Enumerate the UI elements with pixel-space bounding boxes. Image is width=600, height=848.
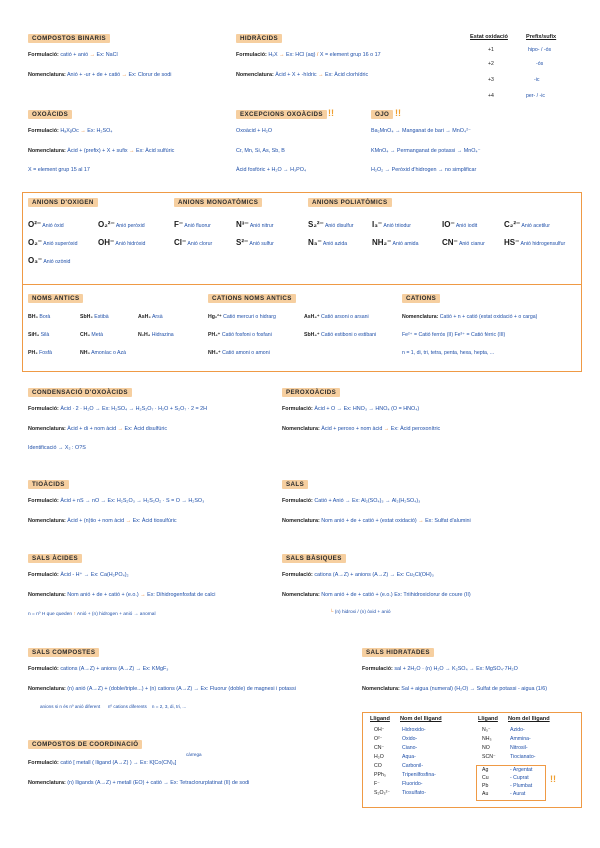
section-title: ANIONS MONOATÒMICS — [174, 198, 262, 207]
section-sals: SALS Formulació: Catió + Anió → Ex: Al₂(SO₄)₃ → Al₂(H₂SO₄)₃ Nomenclatura: Nom anió + de + catió + (estat oxidació) → Ex: Sulfat d'alumini — [282, 481, 471, 524]
section-peroxoacids: PEROXOÀCIDS Formulació: Àcid + O → Ex: HNO₃ → HNO₄ (O = HNO₄) Nomenclatura: Àcid + peroxo + nom àcid → Ex: Àcid peroxonítric — [282, 389, 441, 432]
note: X = element grup 15 al 17 — [28, 167, 90, 173]
section-noms-antics — [28, 294, 198, 370]
section-ojo: OJO !! Ba₂MnO₄ → Manganat de bari → MnO₄²⁻ KMnO₄ → Permanganat de potassi → MnO₄⁻ H₂O₂ → Peròxid d'hidrogen → no simplificar — [371, 108, 481, 173]
section-title: ANIONS POLIATÒMICS — [308, 198, 392, 207]
section-hidracids — [236, 34, 466, 84]
formula-line: Formulació: catió + anió → Ex: NaCl — [28, 52, 118, 58]
formula-item: BH₃ Borà — [28, 314, 51, 320]
ion-item: O₂⁻ Anió superòxid — [28, 238, 78, 247]
cation-item: NH₄⁺ Catió amoni o amoni — [208, 350, 270, 356]
section-cations: CATIONS Nomenclatura: Catió + n + catió (estat oxidació + o carga) Fe²⁺ = Catió ferrós (II) Fe³⁺ = Catió fèrric (III) n = 1, di, tri, tetra, penta, hexa, hepta, ... — [402, 295, 538, 356]
section-anions-poli — [308, 198, 580, 278]
formula-item: SiH₄ Silà — [28, 332, 50, 338]
section-title: CATIONS — [402, 294, 440, 303]
ion-item: Cl⁻ Anió clorur — [174, 238, 213, 247]
section-title: EXCEPCIONS OXOÀCIDS — [236, 110, 327, 119]
section-title: SALS HIDRATADES — [362, 648, 434, 657]
formula-item: N₂H₄ Hidrazina — [138, 332, 174, 338]
ion-item: CN⁻ Anió cianur — [442, 238, 485, 247]
ion-item: N₃⁻ Anió azida — [308, 238, 348, 247]
section-title: SALS COMPOSTES — [28, 648, 99, 657]
section-title: SALS ÀCIDES — [28, 554, 82, 563]
section-cations-antics — [208, 294, 398, 370]
nomenclature-line: Nomenclatura: Àcid + X + -hídric → Ex: Àcid clorhídric — [236, 72, 369, 78]
oxidation-table: Estat oxidació Prefix/sufix +1 hipo- / -ós +2 -ós +3 -ic +4 per- / -ic — [470, 34, 557, 99]
section-anions-oxigen — [28, 198, 168, 278]
section-title: NOMS ANTICS — [28, 294, 83, 303]
ion-item: HS⁻ Anió hidrogensulfur — [504, 238, 566, 247]
section-coordinacio: COMPOSTOS DE COORDINACIÓ càrrega Formulació: catió [ metall ( lligand (A→Z) ) → Ex: K[Co(CN)₆] Nomenclatura: (n) lligands (A→Z) + metall (EO) + catió → Ex: Tetraclorurplatinat (II) de sodi — [28, 741, 250, 786]
section-title: SALS BÀSIQUES — [282, 554, 346, 563]
ion-item: O₂²⁻ Anió peròxid — [98, 220, 145, 229]
formula-item: AsH₃ Arsà — [138, 314, 163, 320]
ion-item: OH⁻ Anió hidròxid — [98, 238, 146, 247]
ion-item: F⁻ Anió fluorur — [174, 220, 211, 229]
section-title: COMPOSTOS BINARIS — [28, 34, 110, 43]
section-anions-mono — [174, 198, 304, 278]
section-sals-acides: SALS ÀCIDES Formulació: Àcid - H⁺ → Ex: Ca(H₂PO₄)₂ Nomenclatura: Nom anió + de + catió + (e.o.) → Ex: Dihidrogenfosfat de calci n = nº H que queden ↑ Anió + (n) hidrogen + anió → anomal — [28, 555, 216, 617]
formula-item: NH₃ Amoníac o Azà — [80, 350, 126, 356]
section-title: ANIONS D'OXIGEN — [28, 198, 98, 207]
section-title: CONDENSACIÓ D'OXOÀCIDS — [28, 388, 132, 397]
cation-item: PH₄⁺ Catió fosfoni o fosfani — [208, 332, 272, 338]
section-title: PEROXOÀCIDS — [282, 388, 340, 397]
nomenclature-line: Nomenclatura: Anió + -ur + de + catió → Ex: Clorur de sodi — [28, 72, 172, 78]
formula-line: Formulació: HₐXᵦOc → Ex: H₂SO₄ — [28, 128, 113, 134]
box-divider — [22, 284, 582, 285]
section-sals-basiques: SALS BÀSIQUES Formulació: cations (A→Z) + anions (A→Z) → Ex: Cu₂Cl(OH)₃ Nomenclatura: Nom anió + de + catió + (e.o.) Ex: Triihidroxiclorur de coure (II) └ (n) hidroxi / (n) òxid + anió — [282, 555, 471, 615]
section-sals-hidratades: SALS HIDRATADES Formulació: sal + 2H₂O · (n) H₂O → K₂SO₄ → Ex: MgSO₄·7H₂O Nomenclatura: Sal + aigua (numeral) (H₂O) → Sulfat de potassi - aigua (1/6) — [362, 649, 548, 692]
ion-item: C₂²⁻ Anió acetilur — [504, 220, 550, 229]
section-title: TIOÀCIDS — [28, 480, 69, 489]
formula-item: PH₃ Fosfà — [28, 350, 53, 356]
formula-line: Formulació: HₓX → Ex: HCl (aq) / X = element grup 16 o 17 — [236, 52, 381, 58]
formula-item: CH₄ Metà — [80, 332, 103, 338]
cation-item: SbH₄⁺ Catió estiboni o estibani — [304, 332, 377, 338]
cation-item: AsH₄⁺ Catió arsoni o arsani — [304, 314, 369, 320]
formula-item: SbH₃ Estibà — [80, 314, 109, 320]
section-binaris — [28, 34, 228, 84]
ion-item: O²⁻ Anió òxid — [28, 220, 64, 229]
ion-item: N³⁻ Anió nitrur — [236, 220, 274, 229]
section-title: SALS — [282, 480, 308, 489]
section-excepcions: EXCEPCIONS OXOÀCIDS !! Oxoàcid + H₂O Cr, Mn, Si, As, Sb, B Àcid fosfòric + H₂O → H₃PO₄ — [236, 108, 334, 173]
ion-item: O₃⁻ Anió ozònid — [28, 256, 71, 265]
ion-item: NH₂⁻ Anió amida — [372, 238, 419, 247]
cation-item: Hg₂²⁺ Catió mercuri o hidrarg — [208, 314, 276, 320]
section-sals-compostes: SALS COMPOSTES Formulació: cations (A→Z) + anions (A→Z) → Ex: KMgF₃ Nomenclatura: (n) anió (A→Z) + (doble/triple...) + (n) cations (A→Z) → Ex: Fluorur (doble) de magnesi i potassi anions si n és nº anió diferent nº cations diferents n = 2, 3, di, tri, ... — [28, 649, 296, 709]
section-title: HIDRÀCIDS — [236, 34, 282, 43]
section-title: COMPOSTOS DE COORDINACIÓ — [28, 740, 142, 749]
section-title: OXOÀCIDS — [28, 110, 72, 119]
warning-icon: !! — [328, 108, 334, 118]
ion-item: I₃⁻ Anió triiodur — [372, 220, 411, 229]
warning-icon: !! — [550, 774, 556, 784]
section-oxacids — [28, 110, 228, 180]
warning-icon: !! — [395, 108, 401, 118]
ion-item: IO⁻ Anió iodit — [442, 220, 478, 229]
ion-item: S²⁻ Anió sulfur — [236, 238, 274, 247]
section-title: CATIONS NOMS ANTICS — [208, 294, 296, 303]
section-title: OJO — [371, 110, 393, 119]
section-condensacio: CONDENSACIÓ D'OXOÀCIDS Formulació: Àcid · 2 · H₂O → Ex: H₂SO₄ → H₂S₂O₇ · H₂O + S₂O₇ · 2 = 2H Nomenclatura: Àcid + di + nom àcid → Ex: Àcid disulfúric Identificació → X₂ : O?S — [28, 389, 208, 451]
section-tioacids: TIOÀCIDS Formulació: Àcid + nS → nO → Ex: H₂S₂O₃ → H₂S₂O₂ · S = O → H₂SO₃ Nomenclatura: Àcid + (n)tio + nom àcid → Ex: Àcid tiosulfúric — [28, 481, 205, 524]
ion-item: S₂²⁻ Anió disulfur — [308, 220, 354, 229]
ligands-table: Lligand Nom del lligand Lligand Nom del lligand OH⁻ Hidroxido- O²⁻ Oxido- CN⁻ Ciano- H₂O Aqua- CO Carbonil- PPh₃ Tripenilfosfina- F⁻ Fluorido- S₂O₃²⁻ Tiosulfato- N₃⁻ Azido- NH₃ Ammina- NO Nitrosil- SCN⁻ Tiocianato- !! Ag - Argentat Cu - Cuprat Pb - Plumbat Au - Aurat — [370, 716, 580, 806]
nomenclature-line: Nomenclatura: Àcid + (prefix) + X + sufix → Ex: Àcid sulfúric — [28, 148, 175, 154]
